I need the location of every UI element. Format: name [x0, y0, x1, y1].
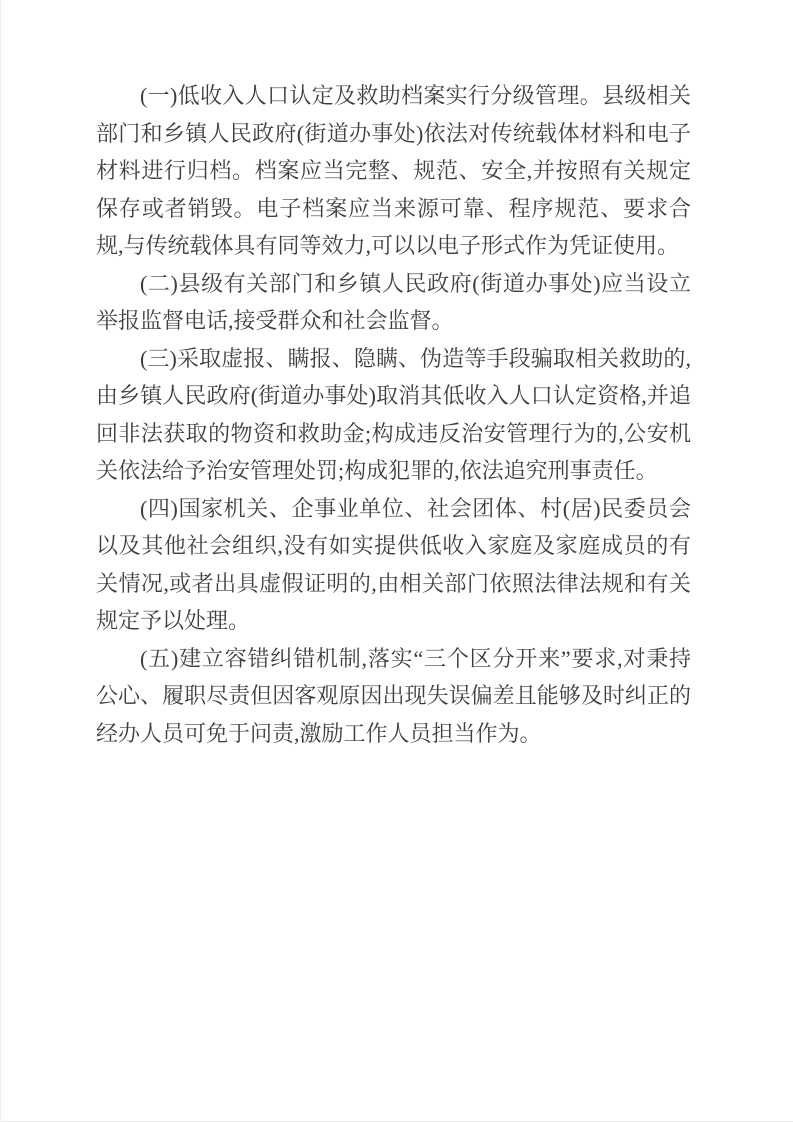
paragraph-item-2: (二)县级有关部门和乡镇人民政府(街道办事处)应当设立举报监督电话,接受群众和社会监督。	[96, 270, 691, 333]
paragraph-item-5: (五)建立容错纠错机制,落实“三个区分开来”要求,对秉持公心、履职尽责但因客观原因出现失误偏差且能够及时纠正的经办人员可免于问责,激励工作人员担当作为。	[96, 645, 691, 746]
paragraph-item-1: (一)低收入人口认定及救助档案实行分级管理。县级相关部门和乡镇人民政府(街道办事处)依法对传统载体材料和电子材料进行归档。档案应当完整、规范、安全,并按照有关规定保存或者销毁。电子档案应当来源可靠、程序规范、要求合规,与传统载体具有同等效力,可以以电子形式作为凭证使用。	[96, 83, 691, 258]
paragraph-item-4: (四)国家机关、企事业单位、社会团体、村(居)民委员会以及其他社会组织,没有如实提供低收入家庭及家庭成员的有关情况,或者出具虚假证明的,由相关部门依照法律法规和有关规定予以处理。	[96, 495, 691, 633]
paragraph-item-3: (三)采取虚报、瞒报、隐瞒、伪造等手段骗取相关救助的,由乡镇人民政府(街道办事处)取消其低收入人口认定资格,并追回非法获取的物资和救助金;构成违反治安管理行为的,公安机关依法给予治安管理处罚;构成犯罪的,依法追究刑事责任。	[96, 345, 691, 483]
document-body	[96, 77, 691, 752]
